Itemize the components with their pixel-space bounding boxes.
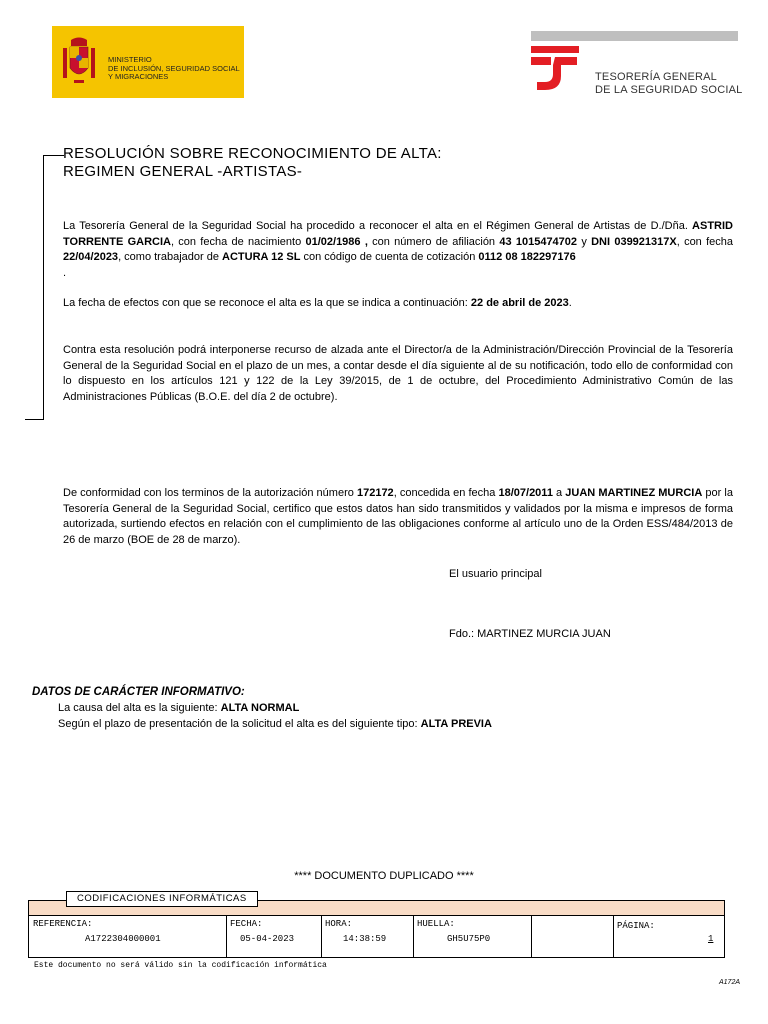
hora-value: 14:38:59 xyxy=(343,934,387,944)
coat-of-arms-icon xyxy=(62,36,96,86)
employer: ACTURA 12 SL xyxy=(222,251,301,263)
document-title: RESOLUCIÓN SOBRE RECONOCIMIENTO DE ALTA: REGIMEN GENERAL -ARTISTAS- xyxy=(63,145,442,180)
info-type: Según el plazo de presentación de la solicitud el alta es del siguiente tipo: ALTA PREVIA xyxy=(58,718,492,730)
fecha-cell: FECHA: 05-04-2023 xyxy=(226,916,322,957)
bracket-bottom xyxy=(25,419,44,420)
bracket-vertical xyxy=(43,155,44,419)
tgss-top-bar xyxy=(531,31,738,41)
pagina-cell: PÁGINA: 1 xyxy=(617,921,714,944)
start-date: 22/04/2023 xyxy=(63,251,119,263)
empty-cell xyxy=(531,916,614,957)
bracket-top xyxy=(43,155,64,156)
effect-date-paragraph: La fecha de efectos con que se reconoce el alta es la que se indica a continuación: 22 de abril de 2023. xyxy=(63,297,572,309)
ministry-logo xyxy=(52,26,244,98)
certification-paragraph: De conformidad con los terminos de la autorización número 172172, concedida en fecha 18/07/2011 a JUAN MARTINEZ MURCIA por la Tesorería General de la Seguridad Social, certifico que estos datos han sido transmitidos y validados por la misma e impresos de forma autorizada, surtiendo efectos en relación con el cumplimiento de las obligaciones conforme al artículo uno de la Orden ESS/484/2013 de 26 de marzo (BOE de 28 de marzo). xyxy=(63,487,733,546)
authorized-person: JUAN MARTINEZ MURCIA xyxy=(565,487,703,499)
info-title: DATOS DE CARÁCTER INFORMATIVO: xyxy=(32,686,245,698)
ccc-number: 0112 08 182297176 xyxy=(478,251,576,263)
cause-value: ALTA NORMAL xyxy=(220,702,300,714)
fecha-value: 05-04-2023 xyxy=(240,934,295,944)
tgss-name: TESORERÍA GENERAL DE LA SEGURIDAD SOCIAL xyxy=(595,71,743,96)
resolution-paragraph: La Tesorería General de la Seguridad Social ha procedido a reconocer el alta en el Régimen General de Artistas de D./Dña. ASTRID TORRENTE GARCIA, con fecha de nacimiento 01/02/1986 , con número de afiliación 43 1015474702 y DNI 039921317X, con fecha 22/04/2023, como trabajador de ACTURA 12 SL con código de cuenta de cotización 0112 08 182297176 . xyxy=(63,220,733,279)
signature-role: El usuario principal xyxy=(449,568,542,580)
ministry-name: MINISTERIO DE INCLUSIÓN, SEGURIDAD SOCIAL Y MIGRACIONES xyxy=(108,55,240,81)
auth-date: 18/07/2011 xyxy=(498,487,553,499)
pagina-value: 1 xyxy=(708,934,714,944)
codification-label: CODIFICACIONES INFORMÁTICAS xyxy=(66,891,258,907)
huella-cell: HUELLA: GH5U75P0 xyxy=(413,916,532,957)
form-code: A172A xyxy=(719,979,741,986)
info-cause: La causa del alta es la siguiente: ALTA NORMAL xyxy=(58,702,300,714)
referencia-cell: REFERENCIA: A1722304000001 xyxy=(29,916,227,957)
codification-box xyxy=(28,900,725,958)
footnote: Este documento no será válido sin la codificación informática xyxy=(34,961,327,970)
appeal-paragraph: Contra esta resolución podrá interponerse recurso de alzada ante el Director/a de la Administración/Dirección Provincial de la Tesorería General de la Seguridad Social en el plazo de un mes, a contar desde el día siguiente al de su notificación, todo ello de conformidad con lo dispuesto en los artículos 121 y 122 de la Ley 39/2015, de 1 de octubre, del Procedimiento Administrativo Común de las Administraciones Públicas (B.O.E. del día 2 de octubre). xyxy=(63,344,733,403)
referencia-value: A1722304000001 xyxy=(85,934,161,944)
birth-date: 01/02/1986 , xyxy=(305,235,368,248)
dni: DNI 039921317X xyxy=(591,235,677,248)
type-value: ALTA PREVIA xyxy=(420,718,492,730)
affiliation-number: 43 1015474702 xyxy=(499,235,578,248)
hora-cell: HORA: 14:38:59 xyxy=(321,916,414,957)
signature-name: Fdo.: MARTINEZ MURCIA JUAN xyxy=(449,628,611,640)
effect-date: 22 de abril de 2023 xyxy=(470,297,569,309)
duplicate-notice: **** DOCUMENTO DUPLICADO **** xyxy=(294,870,474,882)
huella-value: GH5U75P0 xyxy=(447,934,491,944)
worker-name: ASTRID TORRENTE GARCIA xyxy=(63,220,733,248)
auth-number: 172172 xyxy=(356,487,394,499)
tgss-logo-icon xyxy=(531,46,579,94)
